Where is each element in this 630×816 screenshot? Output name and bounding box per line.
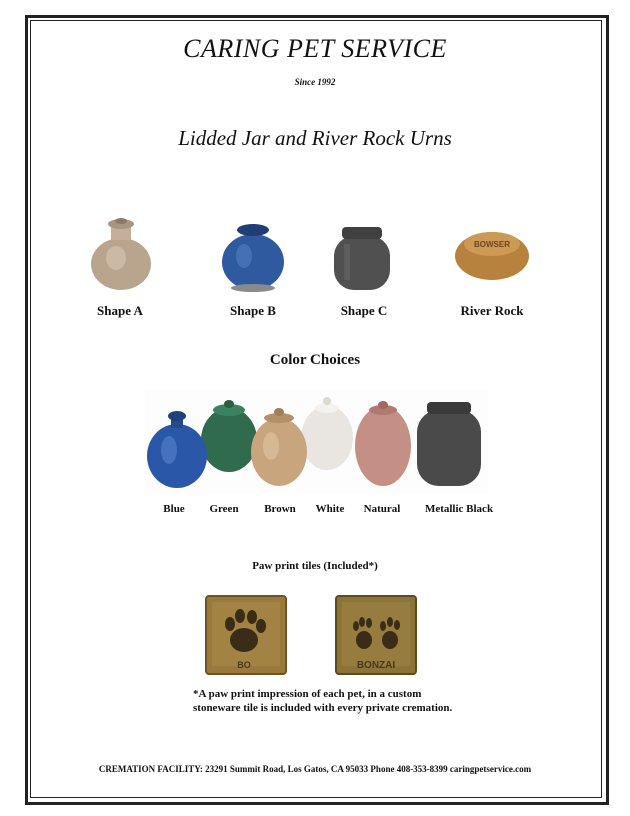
color-label-brown: Brown [264, 503, 296, 515]
shape-c-label: Shape C [340, 303, 388, 318]
color-label-blue: Blue [163, 503, 185, 515]
urn-shape-b-image [218, 222, 288, 294]
shape-a-label: Shape A [97, 303, 143, 318]
page-subtitle: Lidded Jar and River Rock Urns [178, 126, 452, 150]
paw-tile-image-2 [334, 594, 418, 676]
river-rock-urn-image [452, 224, 532, 284]
page-title: CARING PET SERVICE [183, 34, 447, 63]
color-label-metallic-black: Metallic Black [424, 503, 494, 515]
urn-shape-a-image [86, 214, 156, 292]
since-line: Since 1992 [294, 77, 336, 87]
color-choices-heading: Color Choices [269, 352, 361, 368]
footer-contact: CREMATION FACILITY: 23291 Summit Road, Los Gatos, CA 95033 Phone 408-353-8399 caringpetservice.com [98, 764, 532, 774]
river-rock-stamp: BOWSER [474, 240, 510, 249]
paw-tile-image-1 [204, 594, 288, 676]
color-label-natural: Natural [363, 503, 401, 515]
urn-shape-c-image [330, 222, 394, 294]
paw-tile-note: *A paw print impression of each pet, in a custom stoneware tile is included with every private cremation. [193, 688, 453, 714]
tile-name-1: BO [237, 660, 251, 670]
color-choices-image [145, 390, 489, 494]
tile-name-2: BONZAI [356, 660, 396, 671]
color-label-green: Green [209, 503, 239, 515]
river-rock-label: River Rock [460, 303, 524, 318]
shape-b-label: Shape B [230, 303, 276, 318]
color-label-white: White [315, 503, 345, 515]
paw-tiles-heading: Paw print tiles (Included*) [252, 560, 378, 572]
